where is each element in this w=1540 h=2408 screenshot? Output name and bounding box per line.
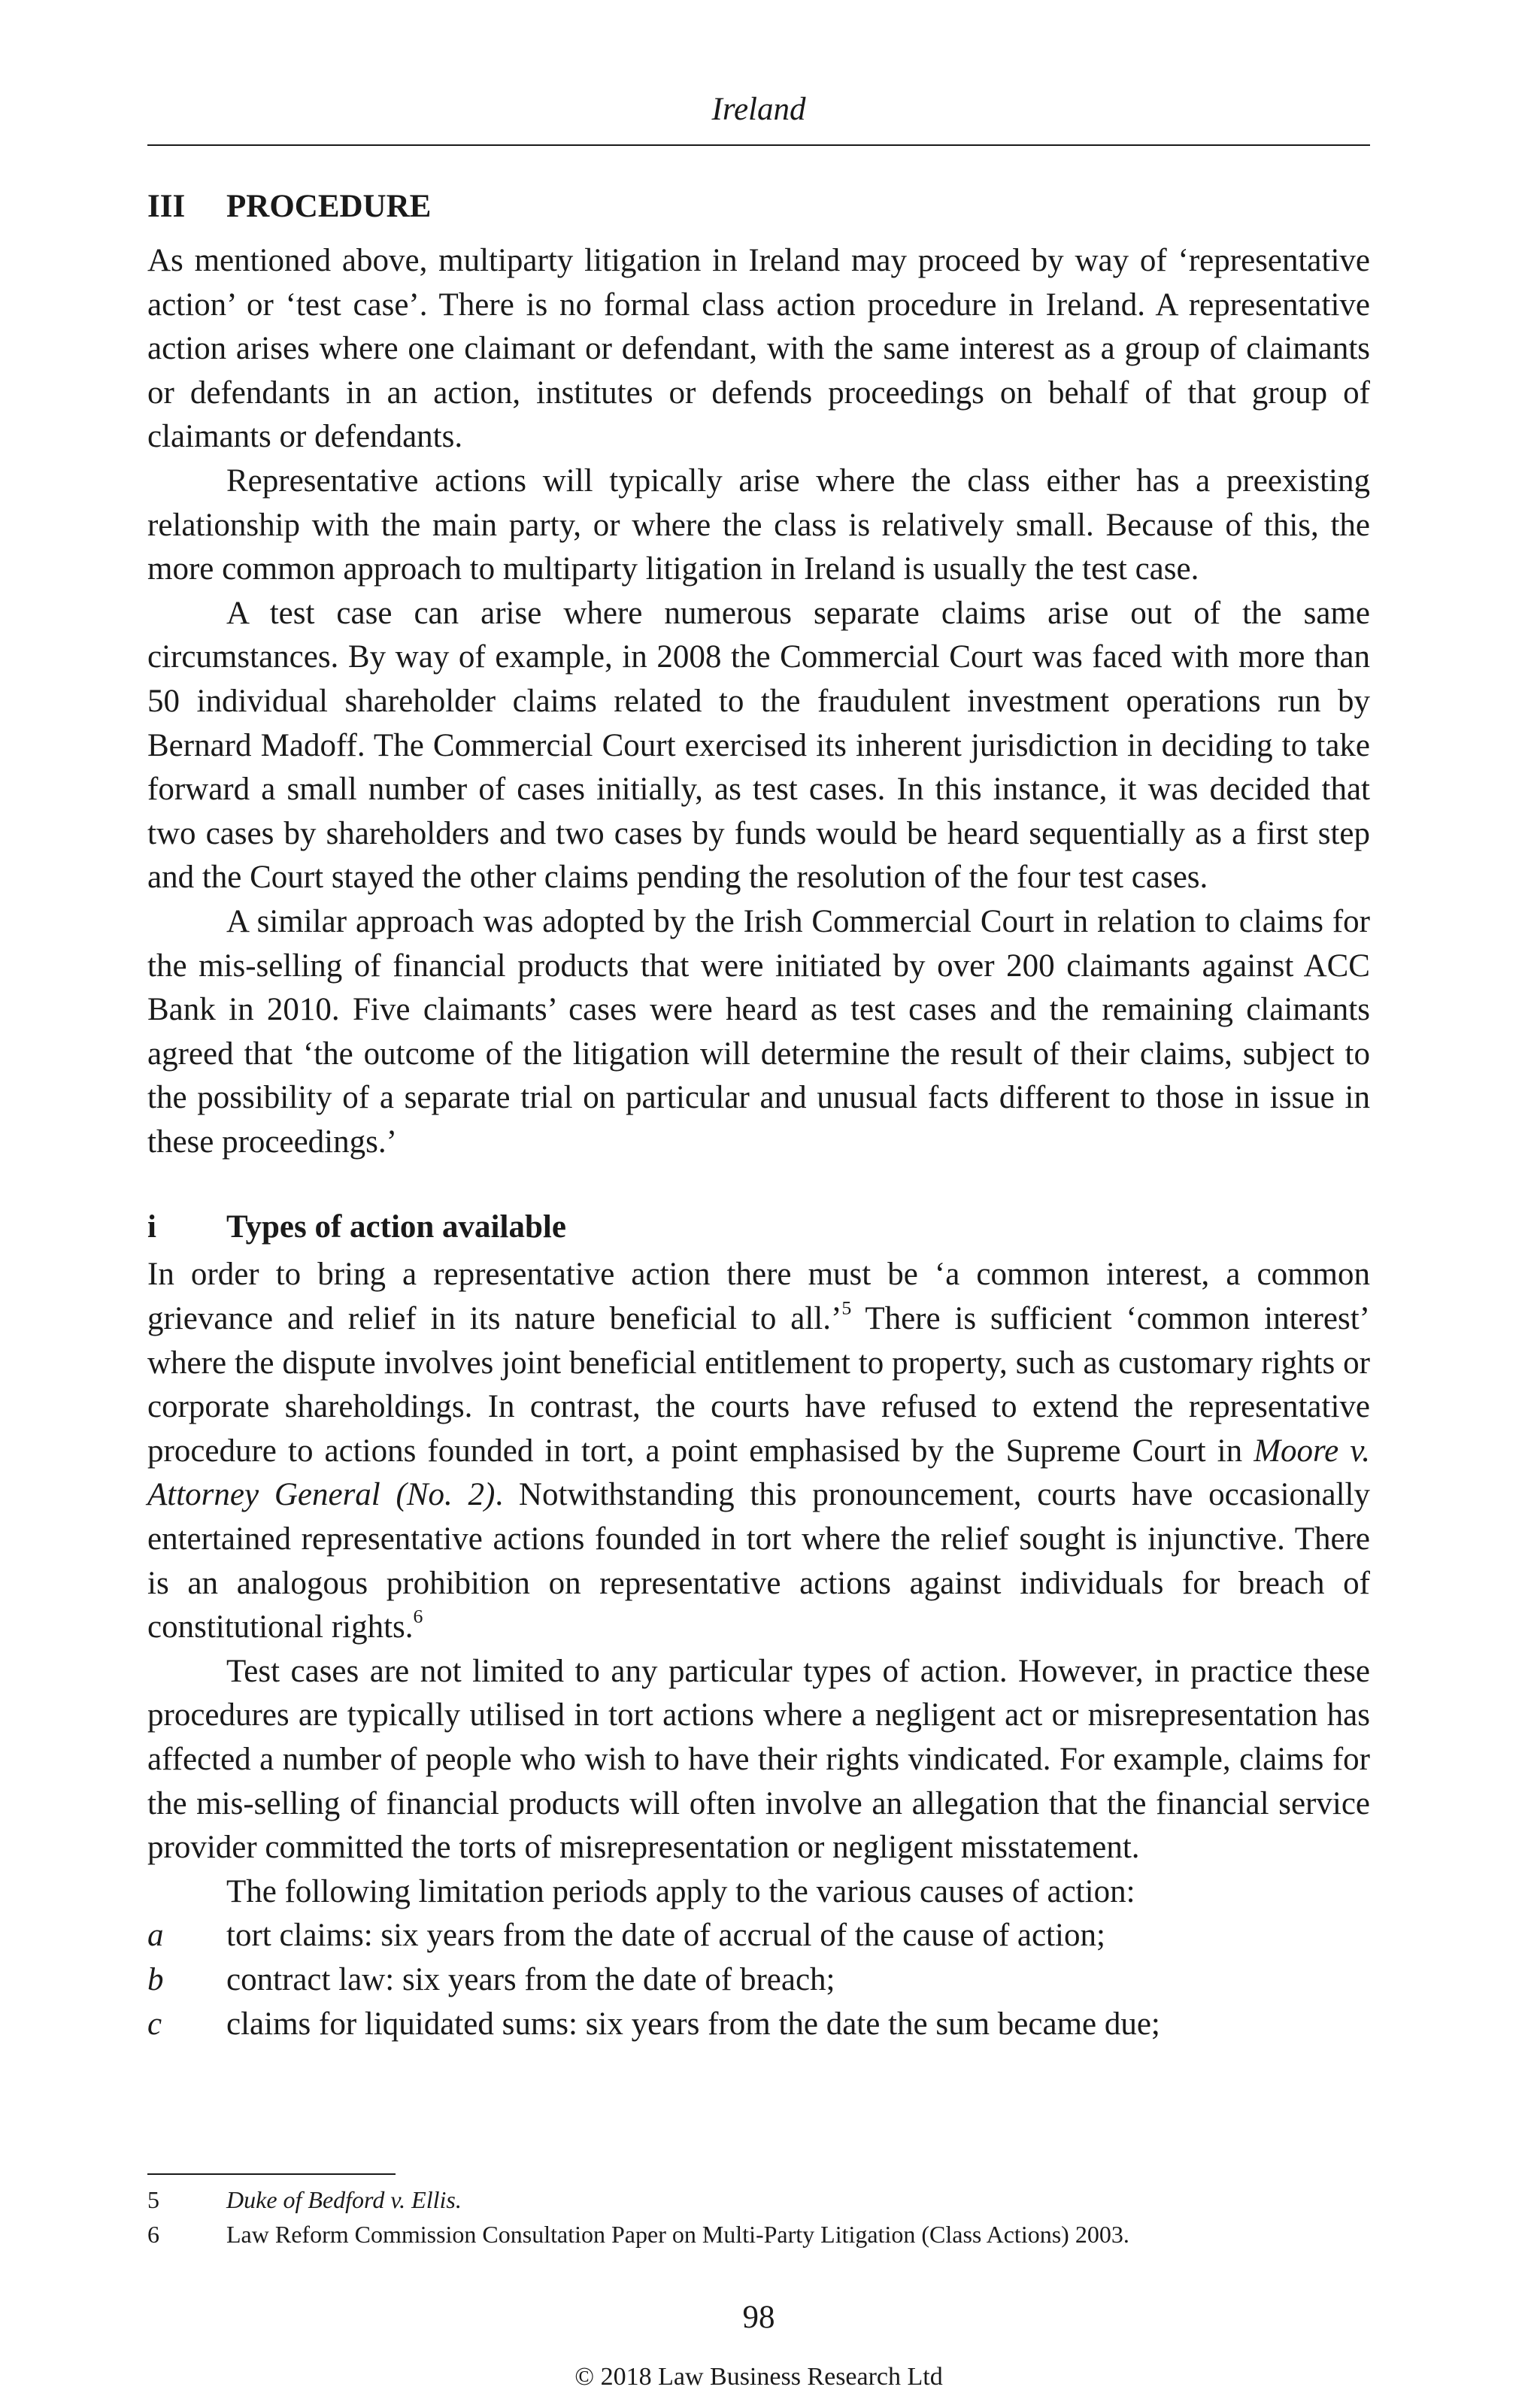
list-item — [147, 1914, 1370, 1958]
paragraph: A similar approach was adopted by the Irish Commercial Court in relation to claims for the mis-selling of financial products that were initiated by over 200 claimants against ACC Bank in 2010. Five claimants’ cases were heard as test cases and the remaining claimants agreed that ‘the outcome of the litigation will determine the result of their claims, subject to the possibility of a separate trial on particular and unusual facts different to those in issue in these proceedings.’ — [147, 903, 1370, 1160]
paragraph: Representative actions will typically arise where the class either has a preexisting relationship with the main party, or where the class is relatively small. Because of this, the more common approach to multiparty litigation in Ireland is usually the test case. — [147, 462, 1370, 587]
page-number: 98 — [742, 2300, 775, 2335]
footnote-number: 6 — [147, 2221, 159, 2248]
list-item — [147, 1958, 1370, 2003]
paragraph-text: . Notwithstanding this pronouncement, courts have occasionally entertained representative actions founded in tort where the relief sought is injunctive. There is an analogous prohibition on representative actions against individuals for breach of constitutional rights. — [147, 1477, 1370, 1645]
header-rule — [147, 144, 1370, 146]
section-title: PROCEDURE — [226, 189, 432, 224]
paragraph: The following limitation periods apply to the various causes of action: — [226, 1873, 1135, 1909]
footnote-ref[interactable]: 5 — [841, 1296, 852, 1319]
main-content — [147, 182, 1370, 2046]
footnote-ref[interactable]: 6 — [413, 1605, 423, 1627]
paragraph: Test cases are not limited to any particular types of action. However, in practice these procedures are typically utilised in tort actions where a negligent act or misrepresentation has affected a number of people who wish to have their rights vindicated. For example, claims for the mis-selling of financial products will often involve an allegation that the financial service provider committed the torts of misrepresentation or negligent misstatement. — [147, 1653, 1370, 1866]
list-marker: b — [147, 1961, 164, 1997]
list-item-text: contract law: six years from the date of breach; — [226, 1961, 835, 1997]
footnote — [147, 2182, 1370, 2217]
subsection-heading — [147, 1202, 1370, 1253]
running-header: Ireland — [711, 92, 806, 127]
list-item-text: claims for liquidated sums: six years from the date the sum became due; — [226, 2006, 1160, 2042]
list-marker: c — [147, 2006, 162, 2042]
paragraph-text: In order to bring a representative action there must be ‘a common interest, a common grievance and relief in its nature beneficial to all.’ — [147, 1257, 1370, 1337]
footnote-rule — [147, 2173, 396, 2175]
footnote — [147, 2217, 1370, 2252]
list-marker: a — [147, 1918, 164, 1954]
footnote-text: Law Reform Commission Consultation Paper on Multi-Party Litigation (Class Actions) 2003. — [226, 2221, 1129, 2248]
spacer — [147, 1164, 1370, 1202]
copyright-notice: © 2018 Law Business Research Ltd — [574, 2363, 943, 2391]
paragraph — [147, 1253, 1370, 1649]
list-item-text: tort claims: six years from the date of accrual of the cause of action; — [226, 1918, 1105, 1954]
paragraph-text: There is sufficient ‘common interest’ where the dispute involves joint beneficial entitlement to property, such as customary rights or corporate shareholdings. In contrast, the courts have refused to extend the representative procedure to actions founded in tort, a point emphasised by the Supreme Court in — [147, 1301, 1371, 1469]
footnote-text: Duke of Bedford v. Ellis. — [226, 2186, 462, 2213]
subsection-number: i — [147, 1209, 156, 1245]
section-number: III — [147, 189, 186, 224]
paragraph: A test case can arise where numerous separate claims arise out of the same circumstances. By way of example, in 2008 the Commercial Court was faced with more than 50 individual shareholder claims related to the fraudulent investment operations run by Bernard Madoff. The Commercial Court exercised its inherent jurisdiction in deciding to take forward a small number of cases initially, as test cases. In this instance, it was decided that two cases by shareholders and two cases by funds would be heard sequentially as a first step and the Court stayed the other claims pending the resolution of the four test cases. — [147, 595, 1370, 896]
footnotes — [147, 2182, 1370, 2252]
footnote-number: 5 — [147, 2186, 159, 2213]
section-heading — [147, 182, 1370, 232]
case-name: Moore v. Attorney General (No. 2) — [147, 1433, 1370, 1513]
list-item — [147, 2003, 1370, 2047]
paragraph: As mentioned above, multiparty litigation in Ireland may proceed by way of ‘representative action’ or ‘test case’. There is no formal class action procedure in Ireland. A representative action arises where one claimant or defendant, with the same interest as a group of claimants or defendants in an action, institutes or defends proceedings on behalf of that group of claimants or defendants. — [147, 243, 1370, 455]
subsection-title: Types of action available — [226, 1209, 566, 1245]
